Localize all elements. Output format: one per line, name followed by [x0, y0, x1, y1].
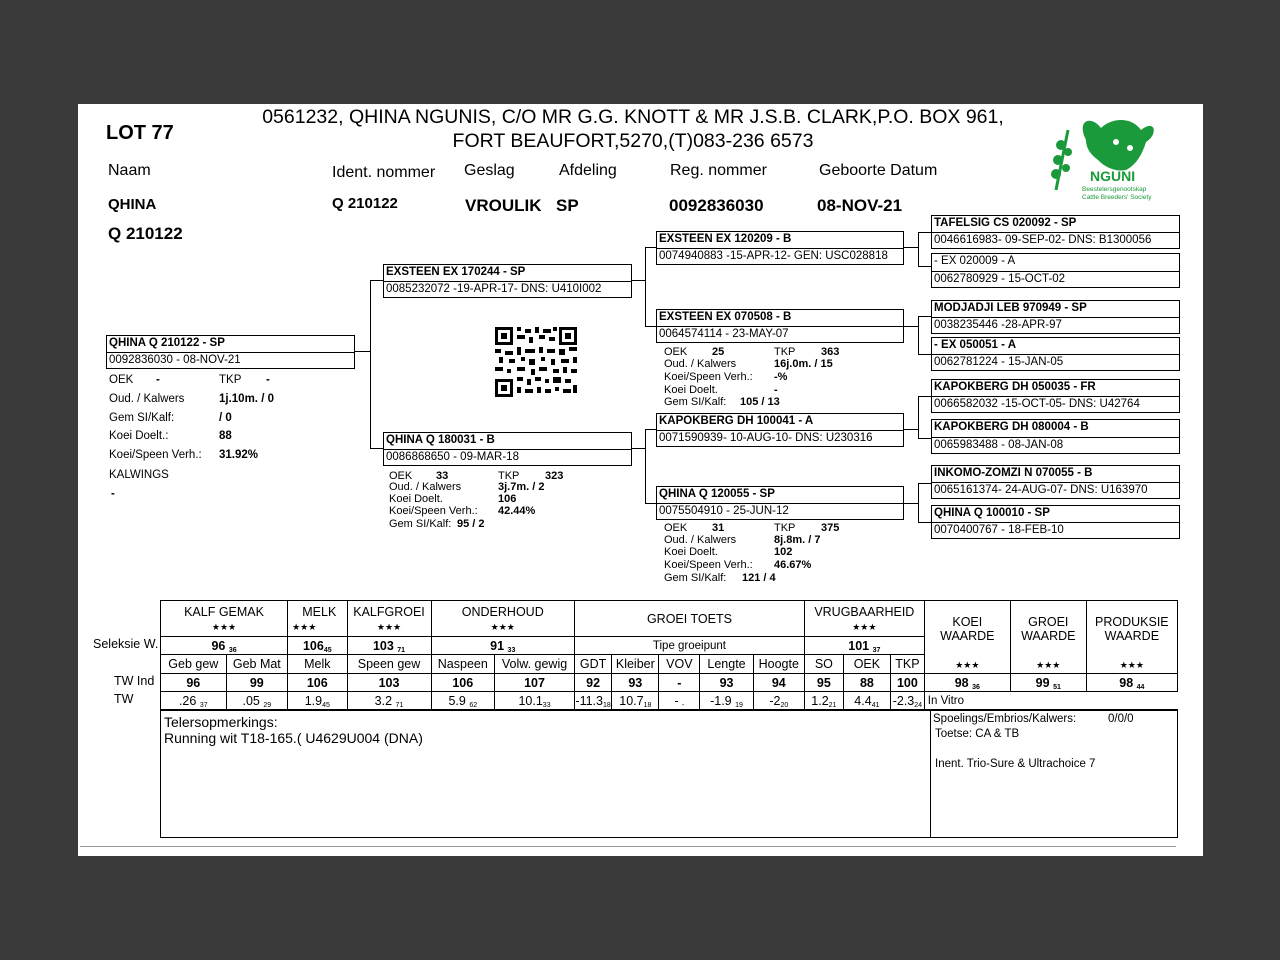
pedigree-sheet: [78, 104, 1203, 856]
remarks-text: Running wit T18-165.( U4629U004 (DNA): [164, 730, 423, 746]
col-oek: OEK: [843, 655, 890, 674]
dam-gem-label: Gem SI/Kalf:: [389, 518, 452, 530]
sire-dam-box: [656, 309, 904, 343]
col-hoogte: Hoogte: [753, 655, 804, 674]
ggp-box-4: [931, 337, 1180, 371]
col-so: SO: [804, 655, 843, 674]
tw-ind-cell: 92: [574, 674, 611, 692]
seleksie-vrug: 101 $_{37}$: [804, 637, 924, 655]
in-vitro-label: In Vitro: [924, 692, 1177, 710]
animal-oud-value: 1j.10m. / 0: [219, 393, 274, 405]
ggp-1-title: TAFELSIG CS 020092 - SP: [934, 217, 1077, 229]
group-kalfgroei: KALFGROEI ★★★: [347, 601, 431, 637]
animal-box: [106, 335, 355, 369]
sd-oud-value: 16j.0m. / 15: [774, 358, 833, 370]
ident-value: Q 210122: [332, 195, 398, 212]
dd-gem-label: Gem SI/Kalf:: [664, 572, 727, 584]
spoelings-label: Spoelings/Embrios/Kalwers:: [933, 713, 1077, 725]
remarks-title: Telersopmerkings:: [164, 714, 278, 730]
reg-value: 0092836030: [669, 196, 764, 215]
animal-verh-label: Koei/Speen Verh.:: [109, 449, 202, 461]
tw-label: TW: [114, 692, 134, 706]
lot-number: LOT 77: [106, 122, 174, 144]
ggp-box-3: [931, 300, 1180, 334]
ggp-4-sub: 0062781224 - 15-JAN-05: [934, 356, 1064, 368]
col-volw-gewig: Volw. gewig: [495, 655, 575, 674]
tw-cell: $-11.3_{18}$: [575, 693, 611, 709]
remarks-box: [160, 710, 1178, 838]
col-kleiber: Kleiber: [612, 655, 659, 674]
ss-sub: 0074940883 -15-APR-12- GEN: USC028818: [659, 250, 888, 262]
sd-gem-value: 105 / 13: [740, 396, 780, 408]
dam-title: QHINA Q 180031 - B: [386, 434, 495, 446]
group-groei-toets: GROEI TOETS: [574, 601, 804, 637]
group-melk: MELK ★★★: [288, 601, 347, 637]
tw-cell: $-2.3_{24}$: [890, 692, 924, 710]
afdeling-label: Afdeling: [559, 162, 617, 179]
ggp-7-title: INKOMO-ZOMZI N 070055 - B: [934, 467, 1093, 479]
tw-cell: 3.2 $_{71}$: [347, 692, 431, 710]
col-naspeen: Naspeen: [431, 655, 495, 674]
tw-cell: .26 $_{37}$: [161, 692, 227, 710]
seleksie-melk: $106_{45}$: [288, 637, 347, 655]
col-lengte: Lengte: [700, 655, 753, 674]
dam-verh-value: 42.44%: [498, 505, 536, 517]
sd-sub: 0064574114 - 23-MAY-07: [659, 328, 789, 340]
dd-oek-label: OEK: [664, 522, 688, 534]
tw-ind-row: [161, 674, 1178, 692]
tw-cell: $10.7_{18}$: [612, 692, 659, 710]
tw-cell: $-2_{20}$: [753, 692, 804, 710]
sd-tkp-value: 363: [821, 346, 840, 358]
tw-cell: - $_-$: [659, 692, 700, 710]
dd-verh-value: 46.67%: [774, 559, 812, 571]
ggp-5-sub: 0066582032 -15-OCT-05- DNS: U42764: [934, 398, 1140, 410]
koei-waarde-value: 98 $_{36}$: [924, 674, 1010, 692]
tw-cell: $10.1_{33}$: [495, 692, 575, 710]
seleksie-kalf: 96 $_{36}$: [161, 637, 288, 655]
animal-gem-value: / 0: [219, 412, 232, 424]
qr-code: [495, 327, 577, 397]
dd-verh-label: Koei/Speen Verh.:: [664, 559, 753, 571]
ggp-2-sub: 0062780929 - 15-OCT-02: [934, 273, 1066, 285]
dd-title: QHINA Q 120055 - SP: [659, 488, 775, 500]
sd-title: EXSTEEN EX 070508 - B: [659, 311, 792, 323]
ggp-4-title: - EX 050051 - A: [934, 339, 1017, 351]
ggp-box-7: [931, 465, 1180, 499]
nguni-logo: [1046, 110, 1166, 206]
naam-value: QHINA: [108, 196, 157, 213]
seleksie-label: Seleksie W.: [93, 637, 159, 651]
dd-oud-label: Oud. / Kalwers: [664, 534, 737, 546]
naam-ident-value: Q 210122: [108, 224, 183, 243]
ggp-6-sub: 0065983488 - 08-JAN-08: [934, 439, 1064, 451]
sd-gem-label: Gem SI/Kalf:: [664, 396, 727, 408]
dam-oek-value: 33: [436, 470, 449, 482]
logo-sub1: Beestelersgenootskap: [1082, 186, 1147, 193]
afdeling-value: SP: [556, 196, 579, 215]
naam-label: Naam: [108, 162, 151, 179]
dd-oek-value: 31: [712, 522, 725, 534]
dd-sub: 0075504910 - 25-JUN-12: [659, 505, 789, 517]
toetse-text: Toetse: CA & TB: [935, 728, 1020, 740]
sire-box: [383, 264, 632, 298]
tw-cell: 5.9 $_{62}$: [431, 692, 495, 710]
ggp-box-1: [931, 215, 1180, 249]
dam-verh-label: Koei/Speen Verh.:: [389, 505, 478, 517]
sd-doelt-label: Koei Doelt.: [664, 384, 718, 396]
dam-oek-label: OEK: [389, 470, 413, 482]
animal-gem-label: Gem SI/Kalf:: [109, 412, 175, 424]
sd-doelt-value: -: [774, 384, 778, 396]
dd-tkp-value: 375: [821, 522, 840, 534]
dam-tkp-value: 323: [545, 470, 564, 482]
tw-ind-cell: 103: [347, 674, 431, 692]
group-kalf-gemak: KALF GEMAK ★★★: [161, 601, 288, 637]
logo-text: NGUNI: [1090, 168, 1136, 184]
sire-sire-box: [656, 231, 904, 265]
ds-sub: 0071590939- 10-AUG-10- DNS: U230316: [659, 432, 873, 444]
animal-title: QHINA Q 210122 - SP: [109, 337, 225, 349]
dam-sire-box: [656, 413, 904, 447]
sire-title: EXSTEEN EX 170244 - SP: [386, 266, 526, 278]
reg-label: Reg. nommer: [670, 162, 767, 179]
kalwings-label: KALWINGS: [109, 469, 169, 481]
group-onderhoud: ONDERHOUD ★★★: [431, 601, 574, 637]
dd-doelt-value: 102: [774, 546, 793, 558]
ggp-box-8: [931, 505, 1180, 539]
ident-label: Ident. nommer: [332, 164, 436, 181]
sd-oek-value: 25: [712, 346, 725, 358]
sire-sub: 0085232072 -19-APR-17- DNS: U410I002: [386, 283, 602, 295]
geboorte-value: 08-NOV-21: [817, 196, 903, 215]
ggp-2-title: - EX 020009 - A: [934, 255, 1016, 267]
col-geb-mat: Geb Mat: [226, 655, 287, 674]
animal-sub: 0092836030 - 08-NOV-21: [109, 354, 241, 366]
dam-doelt-label: Koei Doelt.: [389, 493, 443, 505]
geslag-label: Geslag: [464, 162, 515, 179]
sd-verh-label: Koei/Speen Verh.:: [664, 371, 753, 383]
tw-ind-label: TW Ind: [114, 674, 155, 688]
col-gdt: GDT: [574, 655, 611, 674]
ggp-8-title: QHINA Q 100010 - SP: [934, 507, 1050, 519]
breeder-line-1: 0561232, QHINA NGUNIS, C/O MR G.G. KNOTT & MR J.S.B. CLARK,P.O. BOX 961,: [262, 106, 1004, 128]
geboorte-label: Geboorte Datum: [819, 162, 938, 179]
tw-ind-cell: 94: [753, 674, 804, 692]
tw-row: [161, 692, 1178, 710]
ggp-8-sub: 0070400767 - 18-FEB-10: [934, 524, 1064, 536]
tw-cell: $1.9_{45}$: [288, 692, 347, 710]
ggp-box-5: [931, 379, 1180, 413]
kalwings-value: -: [111, 488, 115, 500]
dd-gem-value: 121 / 4: [742, 572, 776, 584]
tw-ind-cell: 88: [843, 674, 890, 692]
dd-doelt-label: Koei Doelt.: [664, 546, 718, 558]
ggp-3-title: MODJADJI LEB 970949 - SP: [934, 302, 1087, 314]
inent-text: Inent. Trio-Sure & Ultrachoice 7: [935, 758, 1096, 770]
logo-sub2: Cattle Breeders' Society: [1082, 194, 1152, 201]
seleksie-kalfgroei: 103 $_{71}$: [347, 637, 431, 655]
ggp-6-title: KAPOKBERG DH 080004 - B: [934, 421, 1089, 433]
tw-ind-cell: 107: [495, 674, 575, 692]
animal-tkp-value: -: [266, 374, 270, 386]
tw-ind-cell: 96: [161, 674, 227, 692]
tw-ind-cell: 93: [700, 674, 753, 692]
col-speen-gew: Speen gew: [347, 655, 431, 674]
ss-title: EXSTEEN EX 120209 - B: [659, 233, 792, 245]
tw-ind-cell: 95: [804, 674, 843, 692]
tw-ind-cell: 99: [226, 674, 287, 692]
dd-oud-value: 8j.8m. / 7: [774, 534, 821, 546]
animal-oek-value: -: [156, 374, 160, 386]
tw-ind-cell: 106: [431, 674, 495, 692]
performance-table: [160, 600, 1178, 710]
animal-oek-label: OEK: [109, 374, 134, 386]
ggp-5-title: KAPOKBERG DH 050035 - FR: [934, 381, 1096, 393]
sd-oek-label: OEK: [664, 346, 688, 358]
dam-doelt-value: 106: [498, 493, 517, 505]
geslag-value: VROULIK: [465, 196, 542, 215]
tw-cell: $1.2_{21}$: [804, 692, 843, 710]
col-vov: VOV: [659, 655, 700, 674]
ggp-3-sub: 0038235446 -28-APR-97: [934, 319, 1062, 331]
dam-dam-box: [656, 486, 904, 520]
col-geb-gew: Geb gew: [161, 655, 227, 674]
ggp-7-sub: 0065161374- 24-AUG-07- DNS: U163970: [934, 484, 1148, 496]
sd-verh-value: -%: [774, 371, 788, 383]
dd-tkp-label: TKP: [774, 522, 796, 534]
animal-tkp-label: TKP: [219, 374, 242, 386]
dam-sub: 0086868650 - 09-MAR-18: [386, 451, 519, 463]
breeder-line-2: FORT BEAUFORT,5270,(T)083-236 6573: [452, 130, 814, 152]
dam-tkp-label: TKP: [498, 470, 520, 482]
animal-oud-label: Oud. / Kalwers: [109, 393, 185, 405]
tw-cell: -1.9 $_{19}$: [700, 692, 753, 710]
ggp-box-2: [931, 253, 1180, 288]
col-tkp: TKP: [890, 655, 924, 674]
group-produksie-waarde: PRODUKSIE WAARDE ★★★: [1086, 601, 1177, 674]
group-vrugbaarheid: VRUGBAARHEID ★★★: [804, 601, 924, 637]
sd-tkp-label: TKP: [774, 346, 796, 358]
tw-ind-cell: 106: [288, 674, 347, 692]
tw-cell: .05 $_{29}$: [226, 692, 287, 710]
animal-doelt-value: 88: [219, 430, 232, 442]
tw-ind-cell: 93: [612, 674, 659, 692]
animal-doelt-label: Koei Doelt.:: [109, 430, 169, 442]
produksie-waarde-value: 98 $_{44}$: [1086, 674, 1177, 692]
dam-gem-value: 95 / 2: [457, 518, 485, 530]
ds-title: KAPOKBERG DH 100041 - A: [659, 415, 814, 427]
dam-box: [383, 432, 632, 466]
seleksie-onderhoud: 91 $_{33}$: [431, 637, 574, 655]
col-melk: Melk: [288, 655, 347, 674]
tw-cell: $4.4_{41}$: [843, 692, 890, 710]
qr-code-icon: [495, 327, 577, 397]
ggp-1-sub: 0046616983- 09-SEP-02- DNS: B1300056: [934, 234, 1152, 246]
sd-oud-label: Oud. / Kalwers: [664, 358, 737, 370]
spoelings-value: 0/0/0: [1108, 713, 1134, 725]
groei-waarde-value: 99 $_{51}$: [1010, 674, 1086, 692]
group-groei-waarde: GROEI WAARDE ★★★: [1010, 601, 1086, 674]
dam-oud-label: Oud. / Kalwers: [389, 481, 462, 493]
tw-ind-cell: -: [659, 674, 700, 692]
animal-verh-value: 31.92%: [219, 449, 259, 461]
tw-ind-cell: 100: [890, 674, 924, 692]
tipe-groeipunt: Tipe groeipunt: [574, 637, 804, 655]
dam-oud-value: 3j.7m. / 2: [498, 481, 545, 493]
ggp-box-6: [931, 419, 1180, 454]
group-koei-waarde: KOEI WAARDE ★★★: [924, 601, 1010, 674]
